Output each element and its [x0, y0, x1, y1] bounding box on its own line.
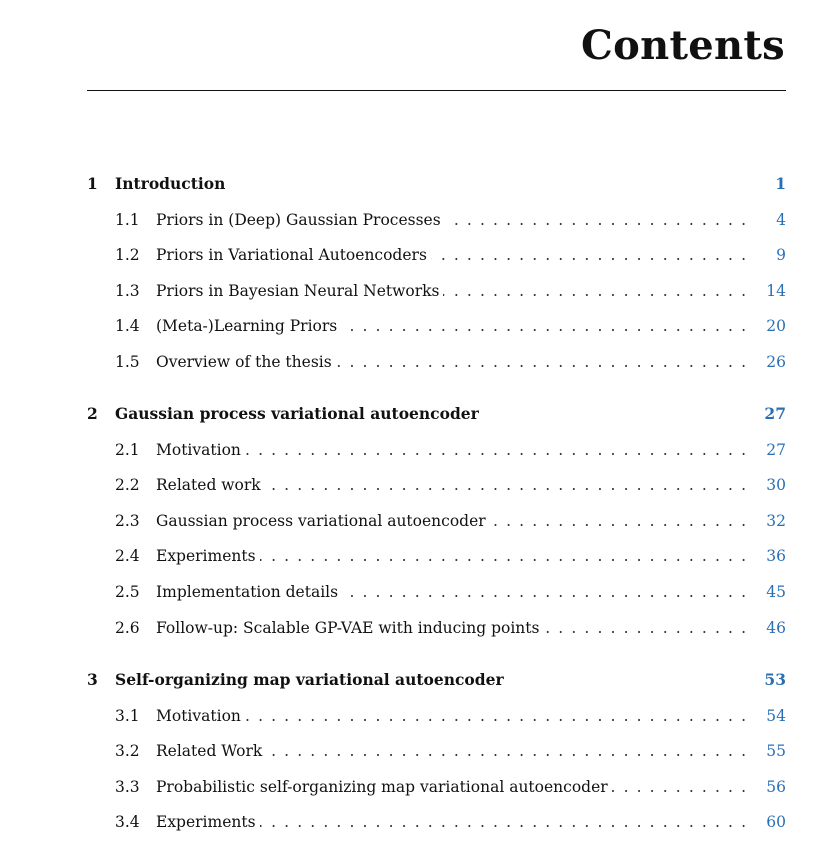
- toc-section-1-3[interactable]: [87, 280, 786, 302]
- section-title: Motivation: [156, 441, 241, 459]
- dot-leader: [342, 581, 746, 603]
- chapter-title: Gaussian process variational autoencoder: [115, 404, 479, 423]
- toc-section-2-5[interactable]: [87, 581, 786, 603]
- toc-chapter-1[interactable]: [87, 173, 786, 195]
- section-page-link[interactable]: 60: [766, 813, 786, 831]
- section-title: Priors in (Deep) Gaussian Processes: [156, 211, 441, 229]
- dot-leader: [260, 545, 746, 567]
- section-title: Related Work: [156, 742, 263, 760]
- section-title: Experiments: [156, 813, 256, 831]
- chapter-title: Self-organizing map variational autoencoder: [115, 670, 504, 689]
- section-number: 2.1: [115, 441, 140, 459]
- section-number: 3.3: [115, 778, 140, 796]
- chapter-page-link[interactable]: 1: [775, 174, 786, 193]
- dot-leader: [431, 244, 746, 266]
- section-number: 1.5: [115, 353, 140, 371]
- toc-section-1-2[interactable]: [87, 244, 786, 266]
- section-title: Motivation: [156, 707, 241, 725]
- chapter-title: Introduction: [115, 174, 226, 193]
- chapter-page-link[interactable]: 27: [764, 404, 786, 423]
- section-page-link[interactable]: 9: [776, 246, 786, 264]
- page-title: Contents: [580, 22, 785, 69]
- dot-leader: [266, 740, 746, 762]
- toc-section-3-1[interactable]: [87, 705, 786, 727]
- section-title: Implementation details: [156, 583, 339, 601]
- dot-leader: [245, 439, 746, 461]
- toc-section-1-1[interactable]: [87, 209, 786, 231]
- section-number: 3.1: [115, 707, 140, 725]
- chapter-number: 2: [87, 404, 98, 423]
- toc-section-3-3[interactable]: [87, 776, 786, 798]
- toc-chapter-3[interactable]: [87, 669, 786, 691]
- section-page-link[interactable]: 27: [766, 441, 786, 459]
- section-page-link[interactable]: 45: [766, 583, 786, 601]
- toc-section-3-4[interactable]: [87, 811, 786, 833]
- section-title: Experiments: [156, 547, 256, 565]
- section-number: 1.2: [115, 246, 140, 264]
- toc-section-2-4[interactable]: [87, 545, 786, 567]
- dot-leader: [260, 811, 746, 833]
- section-page-link[interactable]: 36: [766, 547, 786, 565]
- section-number: 3.2: [115, 742, 140, 760]
- dot-leader: [341, 315, 746, 337]
- section-title: Probabilistic self-organizing map variational autoencoder: [156, 778, 608, 796]
- section-number: 2.2: [115, 476, 140, 494]
- section-page-link[interactable]: 56: [766, 778, 786, 796]
- section-page-link[interactable]: 32: [766, 512, 786, 530]
- section-title: Gaussian process variational autoencoder: [156, 512, 486, 530]
- toc-section-2-3[interactable]: [87, 510, 786, 532]
- dot-leader: [445, 209, 746, 231]
- dot-leader: [336, 351, 746, 373]
- toc-section-1-5[interactable]: [87, 351, 786, 373]
- section-page-link[interactable]: 55: [766, 742, 786, 760]
- section-title: Priors in Bayesian Neural Networks: [156, 282, 440, 300]
- section-number: 1.1: [115, 211, 140, 229]
- section-page-link[interactable]: 30: [766, 476, 786, 494]
- chapter-page-link[interactable]: 53: [764, 670, 786, 689]
- section-number: 1.4: [115, 317, 140, 335]
- section-page-link[interactable]: 14: [766, 282, 786, 300]
- section-title: Related work: [156, 476, 261, 494]
- toc-section-2-1[interactable]: [87, 439, 786, 461]
- section-page-link[interactable]: 4: [776, 211, 786, 229]
- section-number: 2.6: [115, 619, 140, 637]
- section-page-link[interactable]: 46: [766, 619, 786, 637]
- dot-leader: [443, 280, 746, 302]
- section-page-link[interactable]: 26: [766, 353, 786, 371]
- toc-section-1-4[interactable]: [87, 315, 786, 337]
- section-number: 2.3: [115, 512, 140, 530]
- toc-section-2-6[interactable]: [87, 617, 786, 639]
- section-title: Priors in Variational Autoencoders: [156, 246, 427, 264]
- dot-leader: [543, 617, 746, 639]
- dot-leader: [612, 776, 746, 798]
- toc-chapter-2[interactable]: [87, 403, 786, 425]
- section-title: Follow-up: Scalable GP-VAE with inducing points: [156, 619, 540, 637]
- toc-section-2-2[interactable]: [87, 474, 786, 496]
- section-title: (Meta-)Learning Priors: [156, 317, 338, 335]
- section-page-link[interactable]: 20: [766, 317, 786, 335]
- section-number: 1.3: [115, 282, 140, 300]
- chapter-number: 3: [87, 670, 98, 689]
- section-number: 3.4: [115, 813, 140, 831]
- chapter-number: 1: [87, 174, 98, 193]
- dot-leader: [245, 705, 746, 727]
- dot-leader: [490, 510, 746, 532]
- dot-leader: [265, 474, 746, 496]
- section-title: Overview of the thesis: [156, 353, 332, 371]
- section-page-link[interactable]: 54: [766, 707, 786, 725]
- toc-section-3-2[interactable]: [87, 740, 786, 762]
- section-number: 2.5: [115, 583, 140, 601]
- section-number: 2.4: [115, 547, 140, 565]
